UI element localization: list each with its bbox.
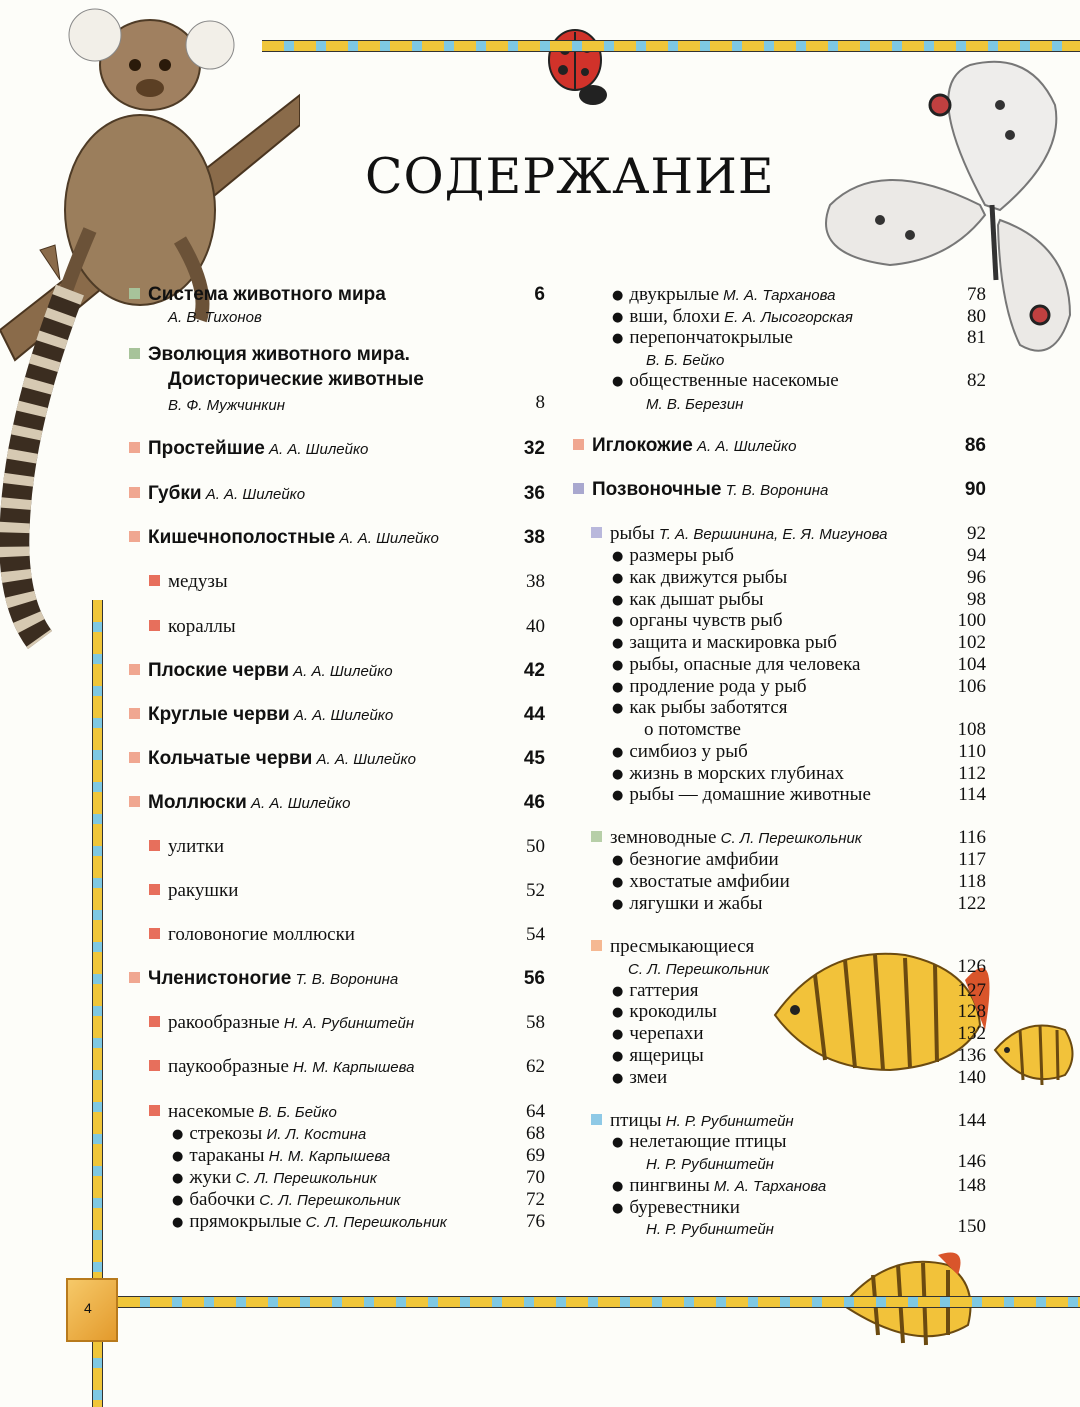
bullet: ● <box>612 701 624 716</box>
toc-entry <box>168 306 262 329</box>
section-marker <box>149 840 160 851</box>
toc-entry <box>612 589 763 612</box>
toc-label: хвостатые амфибии <box>629 871 790 892</box>
toc-author: М. А. Тарханова <box>719 287 836 304</box>
toc-page-number: 150 <box>957 1216 986 1237</box>
page-number: 4 <box>66 1278 118 1342</box>
toc-label: Круглые черви <box>148 704 290 725</box>
toc-author: В. Б. Бейко <box>254 1104 337 1121</box>
toc-label: Плоские черви <box>148 660 289 681</box>
toc-label: перепончатокрылые <box>629 327 793 348</box>
toc-author: С. Л. Перешкольник <box>628 961 770 978</box>
toc-entry <box>612 567 787 590</box>
toc-label: Членистоногие <box>148 968 292 989</box>
toc-page-number: 110 <box>958 741 986 762</box>
toc-label: органы чувств рыб <box>629 610 783 631</box>
bullet: ● <box>612 310 624 325</box>
toc-author: А. А. Шилейко <box>246 795 351 812</box>
toc-entry <box>612 763 844 786</box>
decorative-border-bottom <box>118 1296 1080 1308</box>
toc-author: В. Б. Бейко <box>646 352 725 369</box>
toc-author: Н. Р. Рубинштейн <box>661 1113 794 1130</box>
toc-entry <box>612 545 734 568</box>
toc-page-number: 72 <box>526 1189 545 1210</box>
section-marker <box>591 527 602 538</box>
toc-label: размеры рыб <box>629 545 734 566</box>
toc-page-number: 117 <box>958 849 986 870</box>
toc-label: крокодилы <box>629 1001 717 1022</box>
toc-page-number: 64 <box>526 1101 545 1122</box>
toc-label: Простейшие <box>148 438 265 459</box>
section-marker <box>129 531 140 542</box>
toc-label: головоногие моллюски <box>168 924 355 945</box>
toc-page-number: 68 <box>526 1123 545 1144</box>
bullet: ● <box>612 593 624 608</box>
toc-page-number: 82 <box>967 370 986 391</box>
toc-entry <box>612 1045 704 1068</box>
toc-entry <box>168 394 285 417</box>
toc-label: гаттерия <box>629 980 699 1001</box>
toc-page-number: 52 <box>526 880 545 901</box>
toc-page-number: 54 <box>526 924 545 945</box>
bullet: ● <box>172 1215 184 1230</box>
toc-label: продление рода у рыб <box>629 676 807 697</box>
toc-page-number: 56 <box>523 968 545 989</box>
toc-label: стрекозы <box>189 1123 263 1144</box>
toc-author: С. Л. Перешкольник <box>716 830 862 847</box>
section-marker <box>129 752 140 763</box>
bullet: ● <box>612 288 624 303</box>
toc-entry <box>591 1110 794 1133</box>
toc-page-number: 116 <box>958 827 986 848</box>
bullet: ● <box>612 571 624 586</box>
section-marker <box>129 442 140 453</box>
toc-chapter <box>168 369 424 391</box>
toc-page-number: 112 <box>958 763 986 784</box>
toc-label: вши, блохи <box>629 306 720 327</box>
toc-label: Моллюски <box>148 792 247 813</box>
toc-page-number: 104 <box>957 654 986 675</box>
toc-label: Доисторические животные <box>168 369 424 390</box>
section-marker <box>129 972 140 983</box>
toc-label: Кольчатые черви <box>148 748 313 769</box>
toc-entry <box>612 1023 704 1046</box>
toc-entry <box>149 1101 337 1124</box>
toc-label: бабочки <box>189 1189 256 1210</box>
toc-author: А. А. Шилейко <box>264 441 369 458</box>
toc-label: Губки <box>148 483 202 504</box>
toc-label: как рыбы заботятся <box>629 697 788 718</box>
toc-entry <box>172 1145 390 1168</box>
section-marker <box>591 940 602 951</box>
bullet: ● <box>612 549 624 564</box>
toc-author: А. А. Шилейко <box>201 486 306 503</box>
toc-page-number: 58 <box>526 1012 545 1033</box>
toc-label: пресмыкающиеся <box>610 936 755 957</box>
toc-page-number: 46 <box>523 792 545 813</box>
toc-label: ракообразные <box>168 1012 280 1033</box>
toc-author: А. А. Шилейко <box>335 530 439 547</box>
toc-entry <box>612 1001 717 1024</box>
toc-label: общественные насекомые <box>629 370 839 391</box>
toc-label: жизнь в морских глубинах <box>629 763 845 784</box>
toc-page-number: 32 <box>523 438 545 459</box>
toc-page-number: 38 <box>526 571 545 592</box>
toc-author: М. А. Тарханова <box>709 1178 827 1195</box>
toc-label: Позвоночные <box>592 479 722 500</box>
toc-entry <box>172 1123 366 1146</box>
toc-page-number: 96 <box>967 567 986 588</box>
toc-entry <box>612 871 790 894</box>
toc-page-number: 6 <box>534 284 545 305</box>
toc-author: Н. Р. Рубинштейн <box>646 1156 774 1173</box>
toc-entry <box>149 616 236 638</box>
section-marker <box>149 575 160 586</box>
toc-page-number: 140 <box>957 1067 986 1088</box>
toc-author: Н. М. Карпышева <box>288 1059 415 1076</box>
ladybug-illustration <box>535 20 615 110</box>
toc-page-number: 8 <box>535 392 545 413</box>
toc-author: А. А. Шилейко <box>312 751 416 768</box>
toc-author: Н. Р. Рубинштейн <box>646 1221 774 1238</box>
toc-entry <box>612 849 779 872</box>
toc-label: рыбы, опасные для человека <box>629 654 861 675</box>
toc-entry <box>591 936 754 958</box>
bullet: ● <box>612 1135 624 1150</box>
bullet: ● <box>612 680 624 695</box>
toc-page-number: 50 <box>526 836 545 857</box>
page-title: СОДЕРЖАНИЕ <box>365 148 775 205</box>
toc-entry <box>612 893 763 916</box>
toc-author: И. Л. Костина <box>262 1126 367 1143</box>
bullet: ● <box>612 984 624 999</box>
toc-entry <box>612 697 788 720</box>
toc-page-number: 128 <box>957 1001 986 1022</box>
bullet: ● <box>612 897 624 912</box>
section-marker <box>149 1016 160 1027</box>
toc-author: Е. А. Лысогорская <box>719 309 853 326</box>
bullet: ● <box>612 1049 624 1064</box>
toc-page-number: 127 <box>957 980 986 1001</box>
section-marker <box>149 928 160 939</box>
toc-author: А. А. Шилейко <box>289 663 393 680</box>
toc-label: защита и маскировка рыб <box>629 632 837 653</box>
toc-entry <box>612 284 836 307</box>
toc-label: черепахи <box>629 1023 704 1044</box>
section-marker <box>129 487 140 498</box>
toc-chapter <box>129 704 393 727</box>
decorative-border-top <box>262 40 1080 52</box>
bullet: ● <box>612 1179 624 1194</box>
toc-entry <box>646 393 743 416</box>
bullet: ● <box>612 788 624 803</box>
section-marker <box>591 831 602 842</box>
toc-chapter <box>129 660 393 683</box>
section-marker <box>129 288 140 299</box>
bullet: ● <box>612 1071 624 1086</box>
toc-page-number: 42 <box>523 660 545 681</box>
toc-label: паукообразные <box>168 1056 289 1077</box>
toc-entry <box>149 1012 414 1035</box>
toc-author: Т. В. Воронина <box>291 971 399 988</box>
toc-author: Т. В. Воронина <box>721 482 829 499</box>
toc-entry <box>149 880 238 902</box>
toc-label: как движутся рыбы <box>629 567 788 588</box>
toc-author: А. В. Тихонов <box>168 309 262 326</box>
bullet: ● <box>612 658 624 673</box>
toc-entry <box>612 654 860 677</box>
toc-chapter <box>129 968 398 991</box>
toc-label: земноводные <box>610 827 717 848</box>
toc-label: птицы <box>610 1110 662 1131</box>
toc-page-number: 132 <box>957 1023 986 1044</box>
toc-page-number: 144 <box>957 1110 986 1131</box>
toc-entry <box>149 571 228 593</box>
section-marker <box>129 348 140 359</box>
section-marker <box>591 1114 602 1125</box>
toc-page-number: 38 <box>523 527 545 548</box>
toc-chapter <box>129 438 368 461</box>
toc-entry <box>612 327 793 350</box>
toc-page-number: 106 <box>957 676 986 697</box>
toc-label: улитки <box>168 836 225 857</box>
toc-page-number: 80 <box>967 306 986 327</box>
toc-author: А. А. Шилейко <box>289 707 394 724</box>
toc-label: прямокрылые <box>189 1211 302 1232</box>
bullet: ● <box>612 374 624 389</box>
toc-author: М. В. Березин <box>646 396 744 413</box>
toc-page-number: 62 <box>526 1056 545 1077</box>
toc-page-number: 36 <box>523 483 545 504</box>
toc-entry <box>612 1067 667 1090</box>
section-marker <box>149 884 160 895</box>
toc-entry <box>172 1167 377 1190</box>
toc-entry <box>172 1211 447 1234</box>
toc-entry <box>612 306 853 329</box>
toc-entry <box>149 836 224 858</box>
toc-author: Н. М. Карпышева <box>264 1148 391 1165</box>
toc-chapter <box>573 435 796 458</box>
toc-page-number: 122 <box>957 893 986 914</box>
toc-page-number: 126 <box>957 956 986 977</box>
toc-label: рыбы <box>610 523 655 544</box>
section-marker <box>149 620 160 631</box>
toc-label: ракушки <box>168 880 239 901</box>
toc-chapter <box>129 344 410 366</box>
toc-label: симбиоз у рыб <box>629 741 748 762</box>
toc-author: С. Л. Перешкольник <box>231 1170 377 1187</box>
toc-page-number: 94 <box>967 545 986 566</box>
bullet: ● <box>172 1171 184 1186</box>
toc-author: В. Ф. Мужчинкин <box>168 397 285 414</box>
section-marker <box>129 664 140 675</box>
toc-page-number: 86 <box>964 435 986 456</box>
toc-author: С. Л. Перешкольник <box>255 1192 401 1209</box>
toc-label: буревестники <box>629 1197 740 1218</box>
bullet: ● <box>612 853 624 868</box>
section-marker <box>573 483 584 494</box>
toc-author: С. Л. Перешкольник <box>301 1214 447 1231</box>
toc-label: как дышат рыбы <box>629 589 764 610</box>
toc-entry <box>591 523 887 546</box>
bullet: ● <box>612 636 624 651</box>
section-marker <box>149 1105 160 1116</box>
toc-entry <box>646 1218 774 1241</box>
toc-label: кораллы <box>168 616 236 637</box>
toc-entry <box>612 676 807 699</box>
toc-label: Эволюция животного мира. <box>148 344 410 365</box>
toc-label: двукрылые <box>629 284 720 305</box>
bullet: ● <box>172 1127 184 1142</box>
section-marker <box>129 708 140 719</box>
toc-entry <box>612 980 699 1003</box>
toc-entry <box>172 1189 401 1212</box>
toc-label: Кишечнополостные <box>148 527 336 548</box>
toc-page-number: 146 <box>957 1151 986 1172</box>
section-marker <box>129 796 140 807</box>
bullet: ● <box>612 1005 624 1020</box>
toc-label: нелетающие птицы <box>629 1131 787 1152</box>
toc-page-number: 114 <box>958 784 986 805</box>
section-marker <box>149 1060 160 1071</box>
toc-chapter <box>129 483 305 506</box>
toc-entry <box>149 1056 415 1079</box>
toc-page-number: 40 <box>526 616 545 637</box>
toc-entry <box>612 632 837 655</box>
toc-page-number: 70 <box>526 1167 545 1188</box>
toc-page-number: 148 <box>957 1175 986 1196</box>
toc-chapter <box>129 284 386 306</box>
toc-page-number: 136 <box>957 1045 986 1066</box>
toc-label: Иглокожие <box>592 435 693 456</box>
bullet: ● <box>612 1027 624 1042</box>
toc-entry <box>644 719 741 741</box>
toc-label: насекомые <box>168 1101 255 1122</box>
toc-page-number: 92 <box>967 523 986 544</box>
toc-author: Н. А. Рубинштейн <box>279 1015 415 1032</box>
toc-entry <box>612 741 748 764</box>
toc-label: ящерицы <box>629 1045 704 1066</box>
toc-label: змеи <box>629 1067 668 1088</box>
toc-page-number: 44 <box>523 704 545 725</box>
toc-entry <box>612 610 783 633</box>
toc-entry <box>612 370 839 393</box>
toc-page-number: 81 <box>967 327 986 348</box>
toc-label: рыбы — домашние животные <box>629 784 871 805</box>
toc-label: о потомстве <box>644 719 741 740</box>
toc-chapter <box>573 479 828 502</box>
toc-label: безногие амфибии <box>629 849 779 870</box>
toc-label: Система животного мира <box>148 284 386 305</box>
toc-page-number: 76 <box>526 1211 545 1232</box>
toc-page-number: 108 <box>957 719 986 740</box>
toc-page-number: 69 <box>526 1145 545 1166</box>
bullet: ● <box>172 1149 184 1164</box>
toc-label: медузы <box>168 571 228 592</box>
toc-entry <box>646 349 724 372</box>
toc-entry <box>646 1153 774 1176</box>
toc-entry <box>628 958 769 981</box>
toc-label: лягушки и жабы <box>629 893 763 914</box>
toc-page-number: 118 <box>958 871 986 892</box>
toc-chapter <box>129 748 416 771</box>
toc-entry <box>612 1197 740 1220</box>
bullet: ● <box>612 1201 624 1216</box>
toc-page-number: 98 <box>967 589 986 610</box>
small-fish-illustration <box>985 1005 1080 1095</box>
toc-chapter <box>129 527 439 550</box>
toc-author: А. А. Шилейко <box>692 438 797 455</box>
bullet: ● <box>172 1193 184 1208</box>
section-marker <box>573 439 584 450</box>
toc-label: тараканы <box>189 1145 265 1166</box>
toc-page-number: 78 <box>967 284 986 305</box>
toc-page-number: 100 <box>957 610 986 631</box>
toc-page-number: 90 <box>964 479 986 500</box>
bullet: ● <box>612 331 624 346</box>
toc-page-number: 102 <box>957 632 986 653</box>
toc-entry <box>149 924 355 946</box>
toc-page-number: 45 <box>523 748 545 769</box>
toc-entry <box>612 1175 826 1198</box>
bullet: ● <box>612 767 624 782</box>
bullet: ● <box>612 875 624 890</box>
toc-label: пингвины <box>629 1175 710 1196</box>
toc-entry <box>612 1131 787 1154</box>
toc-entry <box>591 827 862 850</box>
toc-entry <box>612 784 871 807</box>
toc-chapter <box>129 792 350 815</box>
toc-author: Т. А. Вершинина, Е. Я. Мигунова <box>654 526 888 543</box>
bullet: ● <box>612 614 624 629</box>
toc-label: жуки <box>189 1167 232 1188</box>
bullet: ● <box>612 745 624 760</box>
